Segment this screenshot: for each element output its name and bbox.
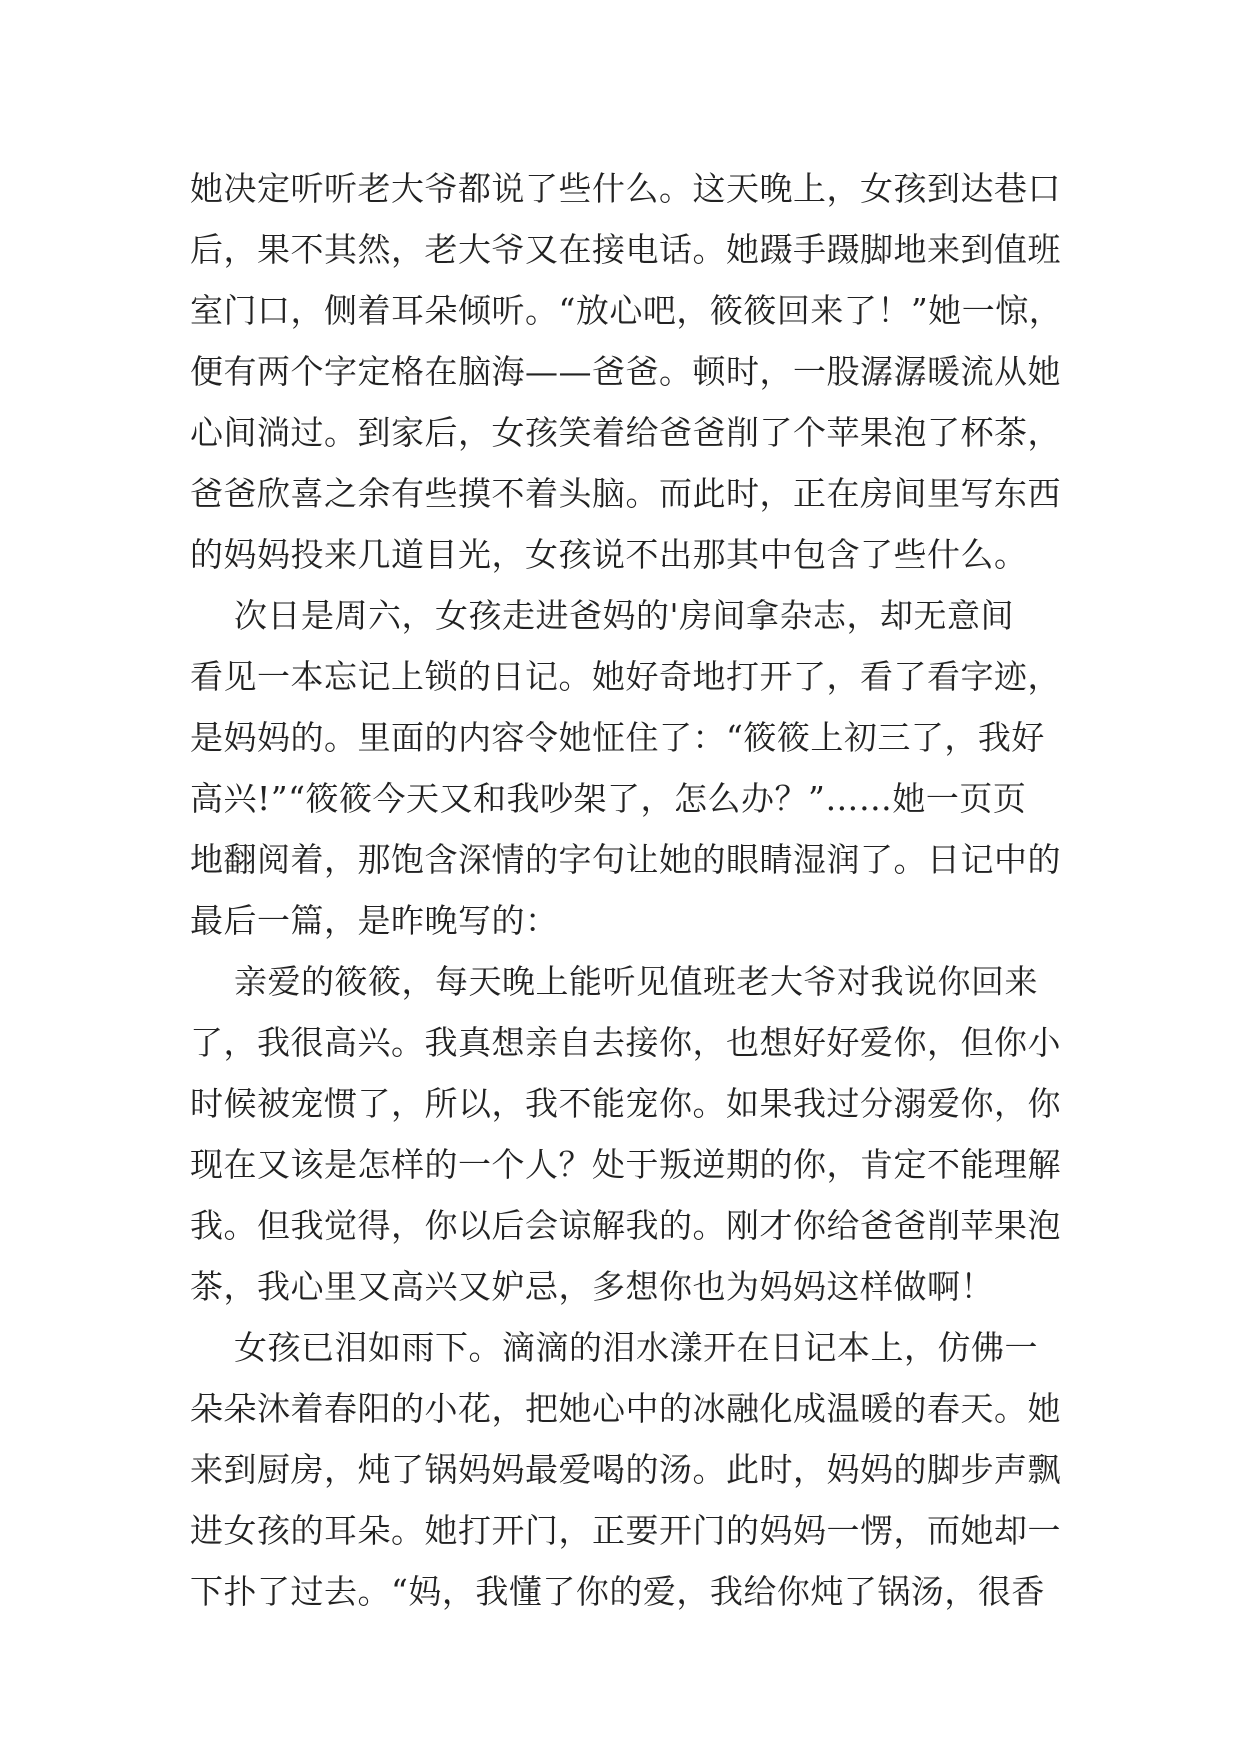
text-line: 次日是周六，女孩走进爸妈的'房间拿杂志，却无意间 xyxy=(190,596,1015,635)
text-line: 爸爸欣喜之余有些摸不着头脑。而此时，正在房间里写东西 xyxy=(190,474,1061,513)
document-body xyxy=(190,158,1070,1622)
text-line: 我。但我觉得，你以后会谅解我的。刚才你给爸爸削苹果泡 xyxy=(190,1206,1061,1245)
text-line: 女孩已泪如雨下。滴滴的泪水漾开在日记本上，仿佛一 xyxy=(190,1328,1038,1367)
text-line: 她决定听听老大爷都说了些什么。这天晚上，女孩到达巷口 xyxy=(190,169,1061,208)
text-line: 现在又该是怎样的一个人？处于叛逆期的你，肯定不能理解 xyxy=(190,1145,1061,1184)
text-line: 看见一本忘记上锁的日记。她好奇地打开了，看了看字迹， xyxy=(190,657,1061,696)
text-line: 心间淌过。到家后，女孩笑着给爸爸削了个苹果泡了杯茶， xyxy=(190,413,1061,452)
text-line: 进女孩的耳朵。她打开门，正要开门的妈妈一愣，而她却一 xyxy=(190,1511,1061,1550)
text-line: 时候被宠惯了，所以，我不能宠你。如果我过分溺爱你，你 xyxy=(190,1084,1061,1123)
text-line: 了，我很高兴。我真想亲自去接你，也想好好爱你，但你小 xyxy=(190,1023,1061,1062)
text-line: 朵朵沐着春阳的小花，把她心中的冰融化成温暖的春天。她 xyxy=(190,1389,1061,1428)
text-line: 茶，我心里又高兴又妒忌，多想你也为妈妈这样做啊！ xyxy=(190,1267,994,1306)
text-line: 来到厨房，炖了锅妈妈最爱喝的汤。此时，妈妈的脚步声飘 xyxy=(190,1450,1061,1489)
text-line: 后，果不其然，老大爷又在接电话。她蹑手蹑脚地来到值班 xyxy=(190,230,1061,269)
text-line: 下扑了过去。“妈，我懂了你的爱，我给你炖了锅汤，很香 xyxy=(190,1572,1045,1611)
text-line: 地翻阅着，那饱含深情的字句让她的眼睛湿润了。日记中的 xyxy=(190,840,1061,879)
text-line: 便有两个字定格在脑海——爸爸。顿时，一股潺潺暖流从她 xyxy=(190,352,1061,391)
text-line: 高兴!”“筱筱今天又和我吵架了，怎么办？”……她一页页 xyxy=(190,779,1027,818)
text-line: 的妈妈投来几道目光，女孩说不出那其中包含了些什么。 xyxy=(190,535,1028,574)
text-line: 室门口，侧着耳朵倾听。“放心吧，筱筱回来了！”她一惊， xyxy=(190,291,1063,330)
text-line: 是妈妈的。里面的内容令她怔住了：“筱筱上初三了，我好 xyxy=(190,718,1045,757)
text-line: 最后一篇，是昨晚写的： xyxy=(190,901,559,940)
text-line: 亲爱的筱筱，每天晚上能听见值班老大爷对我说你回来 xyxy=(190,962,1038,1001)
